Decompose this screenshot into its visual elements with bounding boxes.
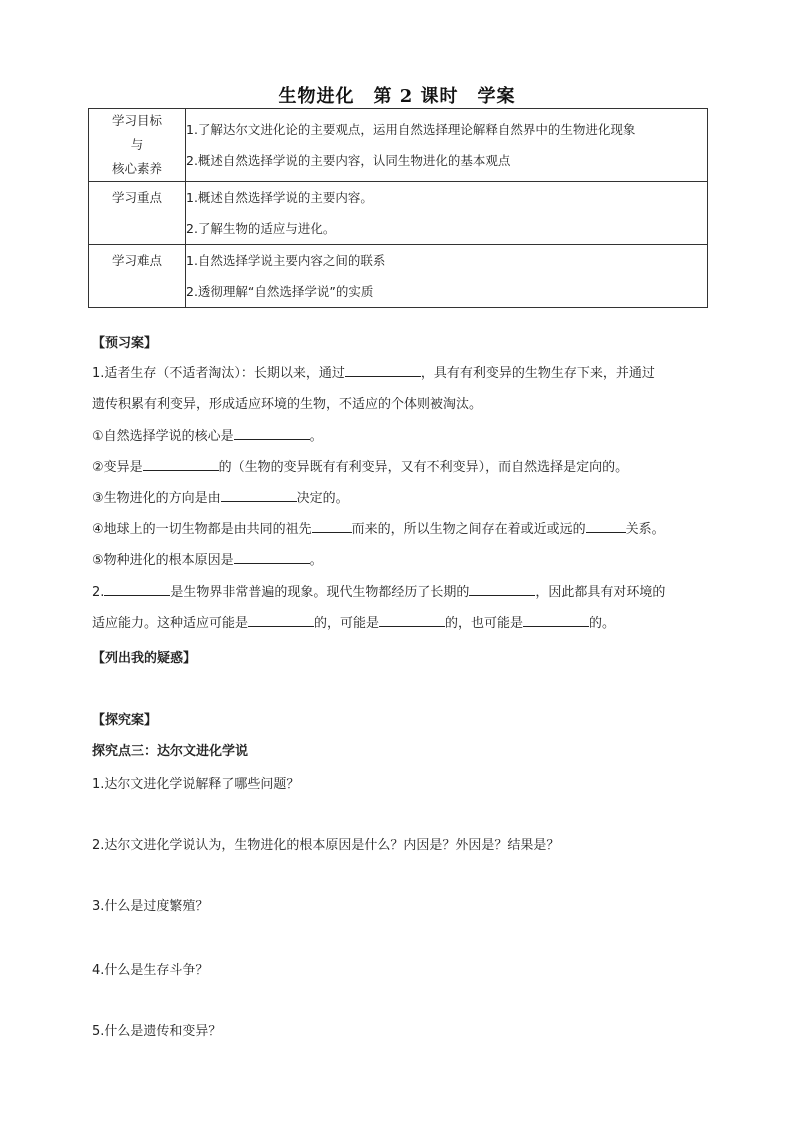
question-3: 3.什么是过度繁殖？ [92,899,209,914]
content-line: 2.了解生物的适应与进化。 [186,221,336,236]
content-line: 1.了解达尔文进化论的主要观点，运用自然选择理论解释自然界中的生物进化现象 [186,122,636,137]
fill-blank[interactable] [379,612,445,627]
preview-paragraph-1 [92,358,708,389]
fill-blank[interactable] [469,581,535,596]
row-content-keypoints [186,182,708,245]
question-1: 1.达尔文进化学说解释了哪些问题？ [92,777,300,792]
label-line: 学习难点 [111,253,162,268]
label-line: 学习重点 [111,190,162,205]
question-4: 4.什么是生存斗争？ [92,963,209,978]
text: 适应能力。这种适应可能是 [92,616,249,631]
text: ②变异是 [92,460,143,475]
text: 的。 [589,616,616,631]
table-row [89,109,708,182]
content-line: 1.自然选择学说主要内容之间的联系 [186,253,386,268]
content-line: 2.概述自然选择学说的主要内容，认同生物进化的基本观点 [186,153,511,168]
text: 是生物界非常普遍的现象。现代生物都经历了长期的 [170,585,470,600]
explore-heading: 【探究案】 [92,713,158,728]
label-line: 与 [130,137,144,152]
preview-item-3 [92,483,708,514]
page-title: 生物进化 第 2 课时 学案 [278,86,516,107]
row-label-difficulties [89,245,186,308]
text: 2. [92,585,105,600]
row-label-objectives [89,109,186,182]
text: 决定的。 [296,491,349,506]
text: ，具有有利变异的生物生存下来，并通过 [420,366,655,381]
preview-paragraph-2 [92,577,708,608]
preview-item-2 [92,452,708,483]
text: ④地球上的一切生物都是由共同的祖先 [92,522,312,537]
question-5: 5.什么是遗传和变异？ [92,1024,222,1039]
preview-item-5 [92,545,708,576]
table-row [89,182,708,245]
label-line: 核心素养 [111,161,162,176]
text: 。 [309,553,323,568]
preview-paragraph-1-cont: 遗传积累有利变异，形成适应环境的生物，不适应的个体则被淘汰。 [92,397,483,412]
row-content-objectives [186,109,708,182]
text: 而来的，所以生物之间存在着或近或远的 [351,522,586,537]
row-label-keypoints [89,182,186,245]
text: 的，也可能是 [445,616,524,631]
doubts-heading: 【列出我的疑惑】 [92,651,197,666]
text: 的（生物的变异既有有利变异，又有不利变异），而自然选择是定向的。 [218,460,629,475]
question-2: 2.达尔文进化学说认为，生物进化的根本原因是什么？内因是？外因是？结果是？ [92,838,560,853]
table-row [89,245,708,308]
content-line: 1.概述自然选择学说的主要内容。 [186,190,373,205]
text: 。 [309,429,323,444]
text: ①自然选择学说的核心是 [92,429,234,444]
content-line: 2.透彻理解“自然选择学说”的实质 [186,284,374,299]
preview-heading: 【预习案】 [92,336,158,351]
preview-paragraph-2-cont [92,608,708,639]
label-line: 学习目标 [111,113,162,128]
fill-blank[interactable] [234,549,310,564]
fill-blank[interactable] [104,581,170,596]
text: ③生物进化的方向是由 [92,491,221,506]
objectives-table [88,108,708,308]
explore-point-title: 探究点三：达尔文进化学说 [92,744,249,759]
fill-blank[interactable] [523,612,589,627]
text: 关系。 [625,522,665,537]
fill-blank[interactable] [143,456,219,471]
fill-blank[interactable] [345,362,421,377]
fill-blank[interactable] [234,425,310,440]
text: 的，可能是 [314,616,380,631]
fill-blank[interactable] [248,612,314,627]
fill-blank[interactable] [586,518,626,533]
fill-blank[interactable] [312,518,352,533]
text: ⑤物种进化的根本原因是 [92,553,234,568]
preview-item-1 [92,421,708,452]
row-content-difficulties [186,245,708,308]
preview-item-4 [92,514,708,545]
fill-blank[interactable] [221,487,297,502]
text: ，因此都具有对环境的 [535,585,666,600]
text: 1.适者生存（不适者淘汰）：长期以来，通过 [92,366,345,381]
